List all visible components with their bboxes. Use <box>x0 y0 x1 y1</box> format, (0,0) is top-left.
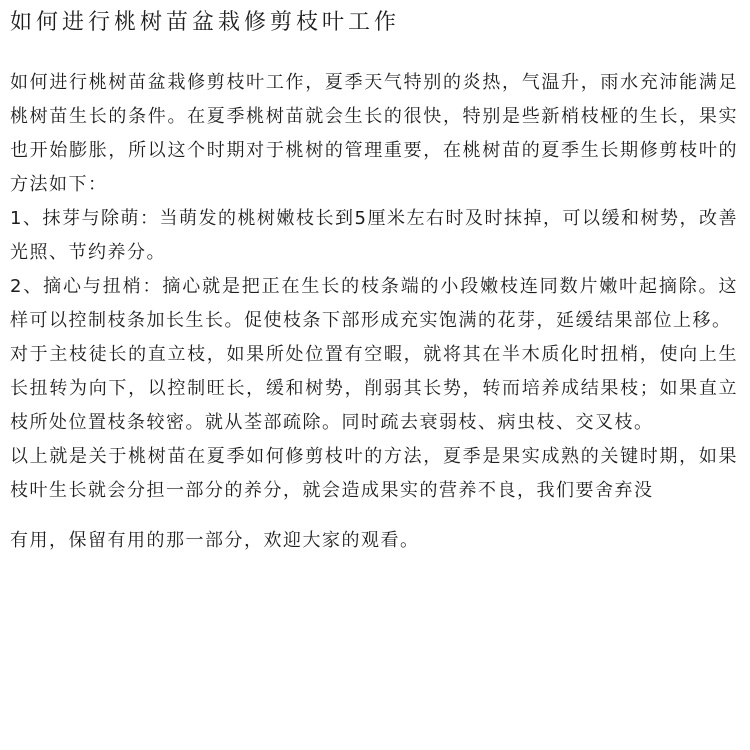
summary-paragraph: 以上就是关于桃树苗在夏季如何修剪枝叶的方法，夏季是果实成熟的关键时期，如果枝叶生长就会分担一部分的养分，就会造成果实的营养不良，我们要舍弃没 <box>10 446 738 501</box>
document-body <box>10 66 738 558</box>
closing-line: 有用，保留有用的那一部分，欢迎大家的观看。 <box>10 530 420 551</box>
list-item-1-sprout-removal: 1、抹芽与除萌：当萌发的桃树嫩枝长到5厘米左右时及时抹掉，可以缓和树势，改善光照、节约养分。 <box>10 208 738 263</box>
upright-branch-paragraph: 对于主枝徒长的直立枝，如果所处位置有空暇，就将其在半木质化时扭梢，使向上生长扭转为向下，以控制旺长，缓和树势，削弱其长势，转而培养成结果枝；如果直立枝所处位置枝条较密。就从荃部疏除。同时疏去衰弱枝、病虫枝、交叉枝。 <box>10 344 738 433</box>
list-item-2-pinching-twisting: 2、摘心与扭梢：摘心就是把正在生长的枝条端的小段嫩枝连同数片嫩叶起摘除。这样可以控制枝条加长生长。促使枝条下部形成充实饱满的花芽，延缓结果部位上移。 <box>10 276 738 331</box>
intro-paragraph: 如何进行桃树苗盆栽修剪枝叶工作，夏季天气特别的炎热，气温升，雨水充沛能满足桃树苗生长的条件。在夏季桃树苗就会生长的很快，特别是些新梢枝桠的生长，果实也开始膨胀，所以这个时期对于桃树的管理重要，在桃树苗的夏季生长期修剪枝叶的方法如下： <box>10 72 738 195</box>
page-title: 如何进行桃树苗盆栽修剪枝叶工作 <box>10 10 401 35</box>
